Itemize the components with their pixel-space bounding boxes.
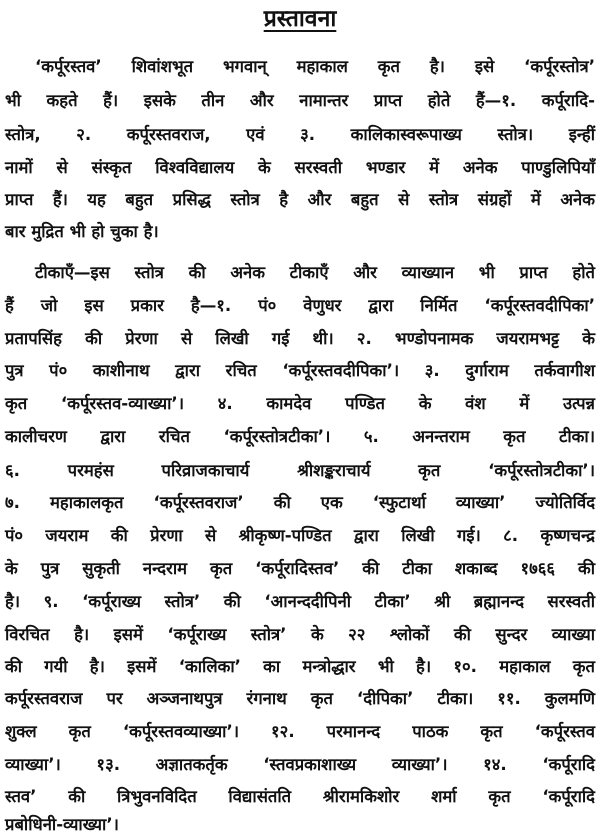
text-line: प्रबोधिनी-व्याख्या’। <box>5 815 119 834</box>
text-line: व्याख्या’। १३. अज्ञातकर्तृक ‘स्तवप्रकाशाख्य व्याख्या’। १४. ‘कर्पूरादि <box>5 755 595 774</box>
text-line: कृत ‘कर्पूरस्तव-व्याख्या’। ४. कामदेव पण्डित के वंश में उत्पन्न <box>5 394 595 413</box>
text-line: की गयी है। इसमें ‘कालिका’ का मन्त्रोद्धार भी है। १०. महाकाल कृत <box>5 657 595 676</box>
text-line: ६. परमहंस परिव्राजकाचार्य श्रीशङ्कराचार्य कृत ‘कर्पूरस्तोत्रटीका’। <box>5 461 595 480</box>
text-line: कालीचरण द्वारा रचित ‘कर्पूरस्तोत्रटीका’। ५. अनन्तराम कृत टीका। <box>5 427 595 446</box>
text-line: पं० जयराम की प्रेरणा से श्रीकृष्ण-पण्डित द्वारा लिखी गई। ८. कृष्णचन्द्र <box>5 526 595 545</box>
text-line: प्राप्त हैं। यह बहुत प्रसिद्ध स्तोत्र है और बहुत से स्तोत्र संग्रहों में अनेक <box>5 190 595 209</box>
text-line: भी कहते हैं। इसके तीन और नामान्तर प्राप्त होते हैं—१. कर्पूरादि- <box>5 91 595 110</box>
text-line: के पुत्र सुकृती नन्दराम कृत ‘कर्पूरादिस्तव’ की टीका शकाब्द १७६६ की <box>5 559 595 578</box>
text-line: बार मुद्रित भी हो चुका है। <box>5 222 159 241</box>
text-line: टीकाएँ—इस स्तोत्र की अनेक टीकाएँ और व्याख्यान भी प्राप्त होते <box>35 263 595 282</box>
text-line: ‘कर्पूरस्तव’ शिवांशभूत भगवान् महाकाल कृत है। इसे ‘कर्पूरस्तोत्र’ <box>35 57 595 76</box>
text-line: है। ९. ‘कर्पूराख्य स्तोत्र’ की ‘आनन्ददीपिनी टीका’ श्री ब्रह्मानन्द सरस्वती <box>5 592 595 611</box>
text-line: स्तव’ की त्रिभुवनविदित विद्यासंतति श्रीरामकिशोर शर्मा कृत ‘कर्पूरादि <box>5 787 595 806</box>
text-line: विरचित है। इसमें ‘कर्पूराख्य स्तोत्र’ के २२ श्लोकों की सुन्दर व्याख्या <box>5 625 595 644</box>
text-line: नामों से संस्कृत विश्वविद्यालय के सरस्वती भण्डार में अनेक पाण्डुलिपियाँ <box>5 158 595 177</box>
text-line: कर्पूरस्तवराज पर अञ्जनाथपुत्र रंगनाथ कृत ‘दीपिका’ टीका। ११. कुलमणि <box>5 689 595 708</box>
text-line: पुत्र पं० काशीनाथ द्वारा रचित ‘कर्पूरस्तवदीपिका’। ३. दुर्गाराम तर्कवागीश <box>5 361 595 380</box>
text-line: प्रतापसिंह की प्रेरणा से लिखी गई थी। २. भण्डोपनामक जयरामभट्ट के <box>5 329 595 348</box>
text-line: शुक्ल कृत ‘कर्पूरस्तवव्याख्या’। १२. परमानन्द पाठक कृत ‘कर्पूरस्तव <box>5 722 595 741</box>
text-line: ७. महाकालकृत ‘कर्पूरस्तवराज’ की एक ‘स्फुटार्था व्याख्या’ ज्योतिर्विद <box>5 493 595 512</box>
text-line: हैं जो इस प्रकार है—१. पं० वेणुधर द्वारा निर्मित ‘कर्पूरस्तवदीपिका’ <box>5 296 595 315</box>
page-title: प्रस्तावना <box>263 6 337 32</box>
text-line: स्तोत्र, २. कर्पूरस्तवराज, एवं ३. कालिकास्वरूपाख्य स्तोत्र। इन्हीं <box>5 125 595 144</box>
